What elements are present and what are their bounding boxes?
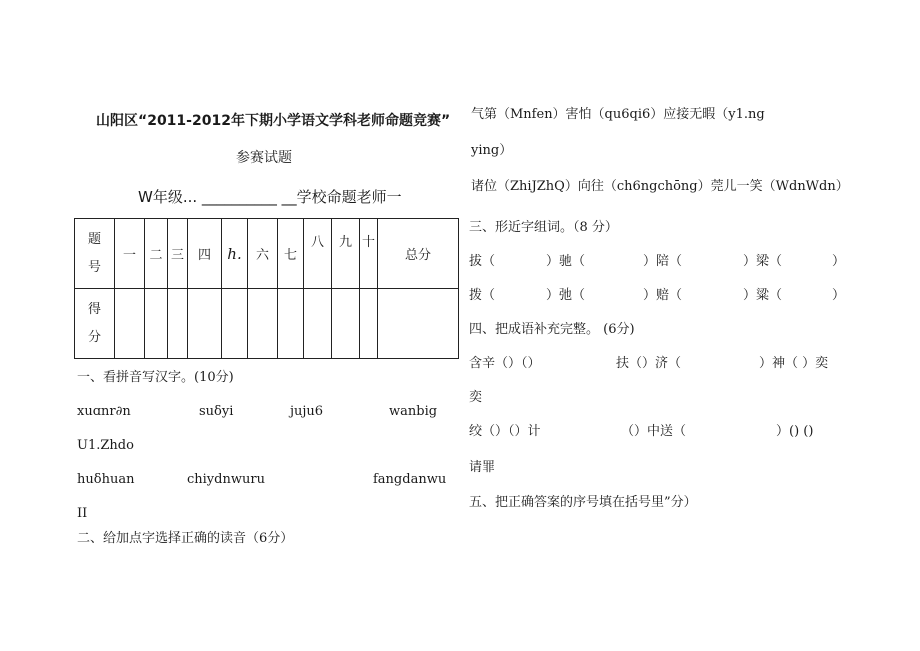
header-col-9: 九 [332, 219, 360, 289]
idiom-item: 扶（）济（ [616, 356, 682, 371]
header-col-6: 六 [248, 219, 278, 289]
word-group-part: 拔（ [469, 254, 496, 269]
section-2-heading: 二、给加点字选择正确的读音（6分） [77, 531, 294, 546]
section-4-heading: 四、把成语补充完整。 (6分) [469, 322, 635, 337]
score-cell[interactable] [222, 289, 248, 359]
word-group-part: 拨（ [469, 288, 496, 303]
word-group-part: ）弛（ [546, 288, 586, 303]
header-label-cell: 题 号 [75, 219, 115, 289]
pinyin-choice-line: 气第（Mnfen）害怕（qu6qi6）应接无暇（y1.ng [471, 107, 765, 122]
pinyin-choice-line: 诸位（ZhiJZhQ）向往（ch6ngchōng）莞儿一笑（WdnWdn） [471, 179, 849, 194]
word-group-part: ）赔（ [643, 288, 683, 303]
word-group-part: ）梁（ [743, 254, 783, 269]
header-total: 总分 [378, 219, 459, 289]
word-group-part: ）驰（ [546, 254, 586, 269]
score-total-cell[interactable] [378, 289, 459, 359]
score-cell[interactable] [360, 289, 378, 359]
word-group-part: ）陪（ [643, 254, 683, 269]
header-col-1: 一 [115, 219, 145, 289]
pinyin-item: U1.Zhdo [77, 438, 134, 453]
word-group-part: ） [832, 288, 846, 303]
pinyin-item: II [77, 506, 88, 521]
word-group-part: ） [832, 254, 846, 269]
score-cell[interactable] [115, 289, 145, 359]
idiom-item: ）() () [776, 424, 814, 439]
idiom-item: 请罪 [469, 460, 496, 475]
pinyin-item: huδhuan [77, 472, 135, 487]
header-col-2: 二 [145, 219, 168, 289]
grade-line: W年级... __________ __学校命题老师一 [138, 188, 402, 206]
idiom-item: ）神（ ）奕 [759, 356, 829, 371]
section-3-heading: 三、形近字组词。（8 分） [469, 220, 618, 235]
score-cell[interactable] [304, 289, 332, 359]
idiom-item: 奕 [469, 390, 483, 405]
header-col-10: 十 [360, 219, 378, 289]
pinyin-item: xuɑnr∂n [77, 404, 131, 419]
pinyin-item: juju6 [290, 404, 324, 419]
section-5-heading: 五、把正确答案的序号填在括号里”分） [469, 495, 697, 510]
exam-title: 山阳区“2011-2012年下期小学语文学科老师命题竞赛” [96, 113, 451, 129]
score-cell[interactable] [248, 289, 278, 359]
header-col-8: 八 [304, 219, 332, 289]
idiom-item: 绞（）（）计 [469, 424, 541, 439]
section-1-heading: 一、看拼音写汉字。(10分) [77, 370, 234, 385]
idiom-item: 含辛（）（） [469, 356, 541, 371]
pinyin-choice-line: ying） [471, 143, 513, 158]
pinyin-item: chiydnwuru [187, 472, 265, 487]
score-label-cell: 得 分 [75, 289, 115, 359]
score-cell[interactable] [145, 289, 168, 359]
word-group-part: ）粱（ [743, 288, 783, 303]
header-col-7: 七 [278, 219, 304, 289]
header-col-5: h. [222, 219, 248, 289]
pinyin-item: suδyi [199, 404, 234, 419]
header-col-4: 四 [188, 219, 222, 289]
score-cell[interactable] [332, 289, 360, 359]
score-cell[interactable] [168, 289, 188, 359]
header-col-3: 三 [168, 219, 188, 289]
score-cell[interactable] [188, 289, 222, 359]
score-cell[interactable] [278, 289, 304, 359]
score-table [74, 218, 459, 359]
pinyin-item: wanbig [389, 404, 438, 419]
idiom-item: （）中送（ [621, 424, 687, 439]
pinyin-item: fangdanwu [373, 472, 447, 487]
exam-subtitle: 参赛试题 [236, 150, 292, 166]
